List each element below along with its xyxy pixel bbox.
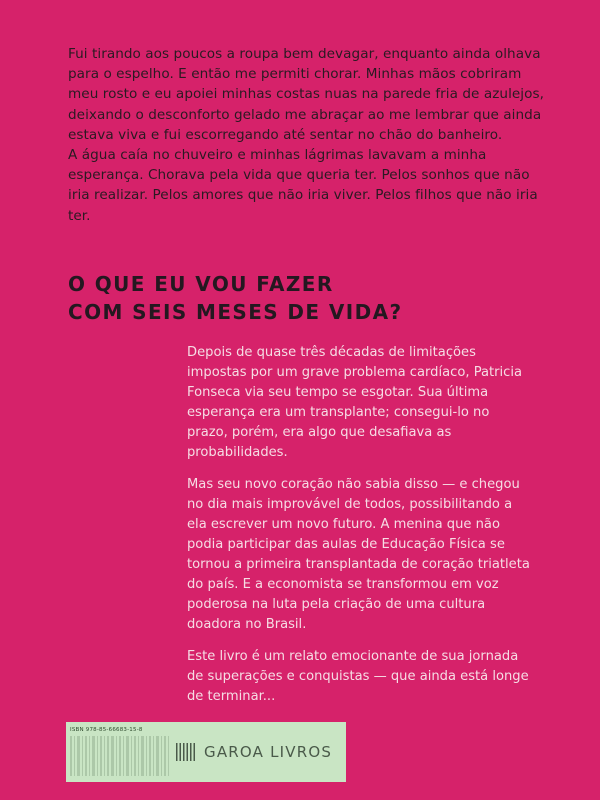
excerpt-paragraph-1: Fui tirando aos poucos a roupa bem devagar, enquanto ainda olhava para o espelho. E então me permiti chorar. Minhas mãos cobriram meu rosto e eu apoiei minhas costas nuas na parede fria de azulejos, deixando o desconforto gelado me abraçar ao me lembrar que ainda estava viva e fui escorregando até sentar no chão do banheiro. bbox=[68, 46, 545, 143]
publisher-name: GAROA LIVROS bbox=[204, 743, 333, 761]
opening-excerpt bbox=[68, 44, 548, 226]
synopsis-paragraph-3: Este livro é um relato emocionante de sua jornada de superações e conquistas — que ainda está longe de terminar... bbox=[187, 649, 529, 704]
isbn-number: ISBN 978-85-66683-15-8 bbox=[70, 727, 143, 733]
synopsis-paragraph-1: Depois de quase três décadas de limitações impostas por um grave problema cardíaco, Patricia Fonseca via seu tempo se esgotar. Sua última esperança era um transplante; consegui-lo no prazo, porém, era algo que desafiava as probabilidades. bbox=[187, 345, 523, 460]
publisher-bars-icon bbox=[176, 743, 198, 761]
book-synopsis bbox=[187, 343, 532, 707]
headline-line-2: COM SEIS MESES DE VIDA? bbox=[68, 300, 403, 324]
headline-question bbox=[68, 270, 548, 326]
publisher-logo bbox=[176, 742, 332, 762]
barcode-icon bbox=[70, 736, 170, 776]
headline-line-1: O QUE EU VOU FAZER bbox=[68, 272, 334, 296]
synopsis-paragraph-2: Mas seu novo coração não sabia disso — e chegou no dia mais improvável de todos, possibilitando a ela escrever um novo futuro. A menina que não podia participar das aulas de Educação Física se tornou a primeira transplantada de coração triatleta do país. E a economista se transformou em voz poderosa na luta pela criação de uma cultura doadora no Brasil. bbox=[187, 477, 530, 632]
excerpt-paragraph-2: A água caía no chuveiro e minhas lágrimas lavavam a minha esperança. Chorava pela vida que queria ter. Pelos sonhos que não iria realizar. Pelos amores que não iria viver. Pelos filhos que não iria ter. bbox=[68, 147, 538, 224]
